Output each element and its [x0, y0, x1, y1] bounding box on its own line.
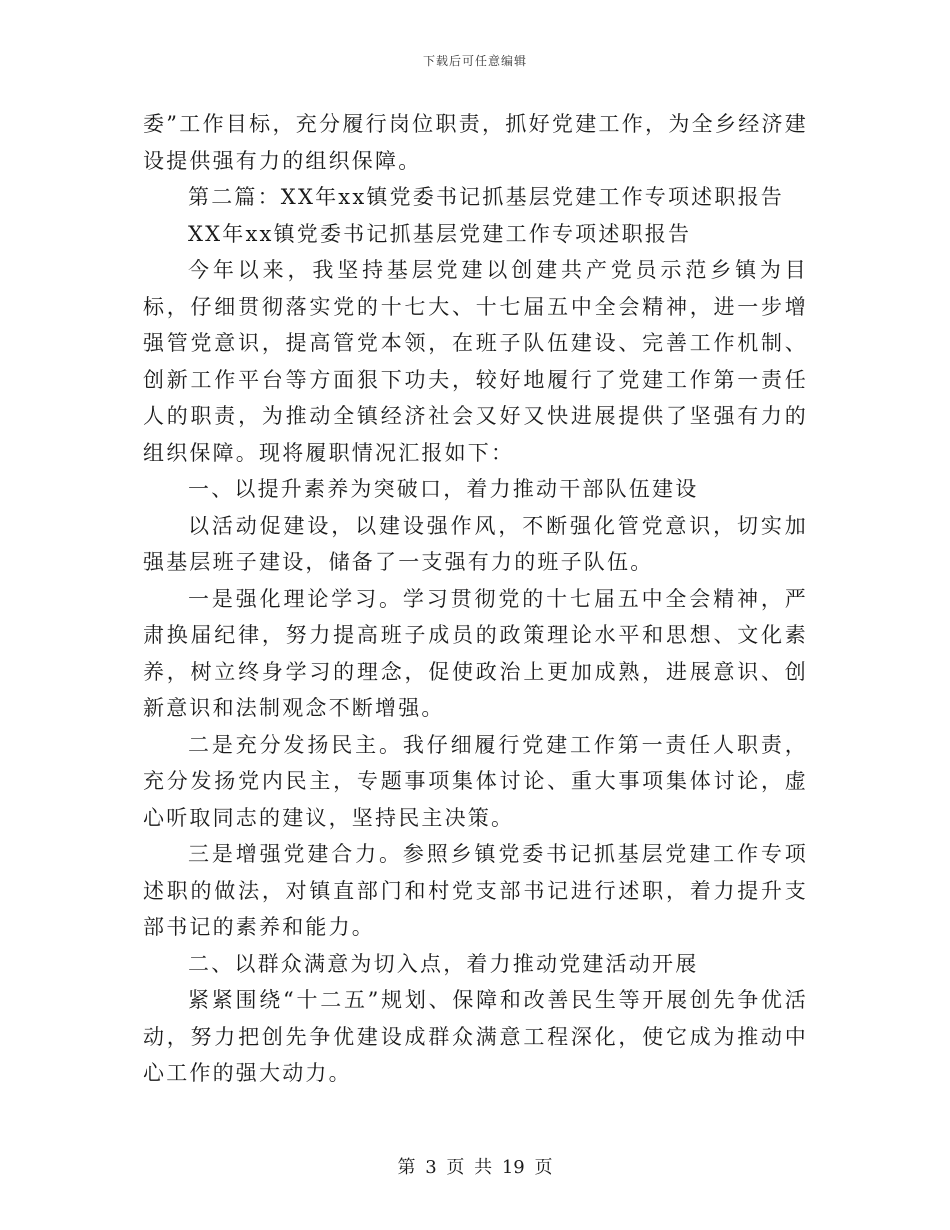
- page-header-note: 下载后可任意编辑: [422, 54, 527, 68]
- report-title: XX年xx镇党委书记抓基层党建工作专项述职报告: [188, 221, 692, 246]
- section-title: 第二篇：XX年xx镇党委书记抓基层党建工作专项述职报告: [188, 185, 784, 209]
- section-heading: 二、以群众满意为切入点，着力推动党建活动开展: [188, 951, 699, 976]
- paragraph: 三是增强党建合力。参照乡镇党委书记抓基层党建工作专项述职的做法，对镇直部门和村党支部书记进行述职，着力提升支部书记的素养和能力。: [143, 842, 808, 939]
- section-heading: 一、以提升素养为突破口，着力推动干部队伍建设: [188, 477, 699, 501]
- paragraph: 今年以来，我坚持基层党建以创建共产党员示范乡镇为目标，仔细贯彻落实党的十七大、十七届五中全会精神，进一步增强管党意识，提高管党本领，在班子队伍建设、完善工作机制、创新工作平台等方面狠下功夫，较好地履行了党建工作第一责任人的职责，为推动全镇经济社会又好又快进展提供了坚强有力的组织保障。现将履职情况汇报如下：: [143, 258, 808, 465]
- paragraph: 委”工作目标，充分履行岗位职责，抓好党建工作，为全乡经济建设提供强有力的组织保障。: [143, 112, 808, 173]
- page-number: 第 3 页 共 19 页: [397, 1157, 553, 1178]
- paragraph: 紧紧围绕“十二五”规划、保障和改善民生等开展创先争优活动，努力把创先争优建设成群众满意工程深化，使它成为推动中心工作的强大动力。: [143, 988, 808, 1085]
- paragraph: 一是强化理论学习。学习贯彻党的十七届五中全会精神，严肃换届纪律，努力提高班子成员的政策理论水平和思想、文化素养，树立终身学习的理念，促使政治上更加成熟，进展意识、创新意识和法制观念不断增强。: [143, 586, 808, 720]
- paragraph: 以活动促建设，以建设强作风，不断强化管党意识，切实加强基层班子建设，储备了一支强有力的班子队伍。: [143, 513, 808, 574]
- paragraph: 二是充分发扬民主。我仔细履行党建工作第一责任人职责，充分发扬党内民主，专题事项集体讨论、重大事项集体讨论，虚心听取同志的建议，坚持民主决策。: [143, 732, 808, 830]
- document-body: [143, 106, 808, 1092]
